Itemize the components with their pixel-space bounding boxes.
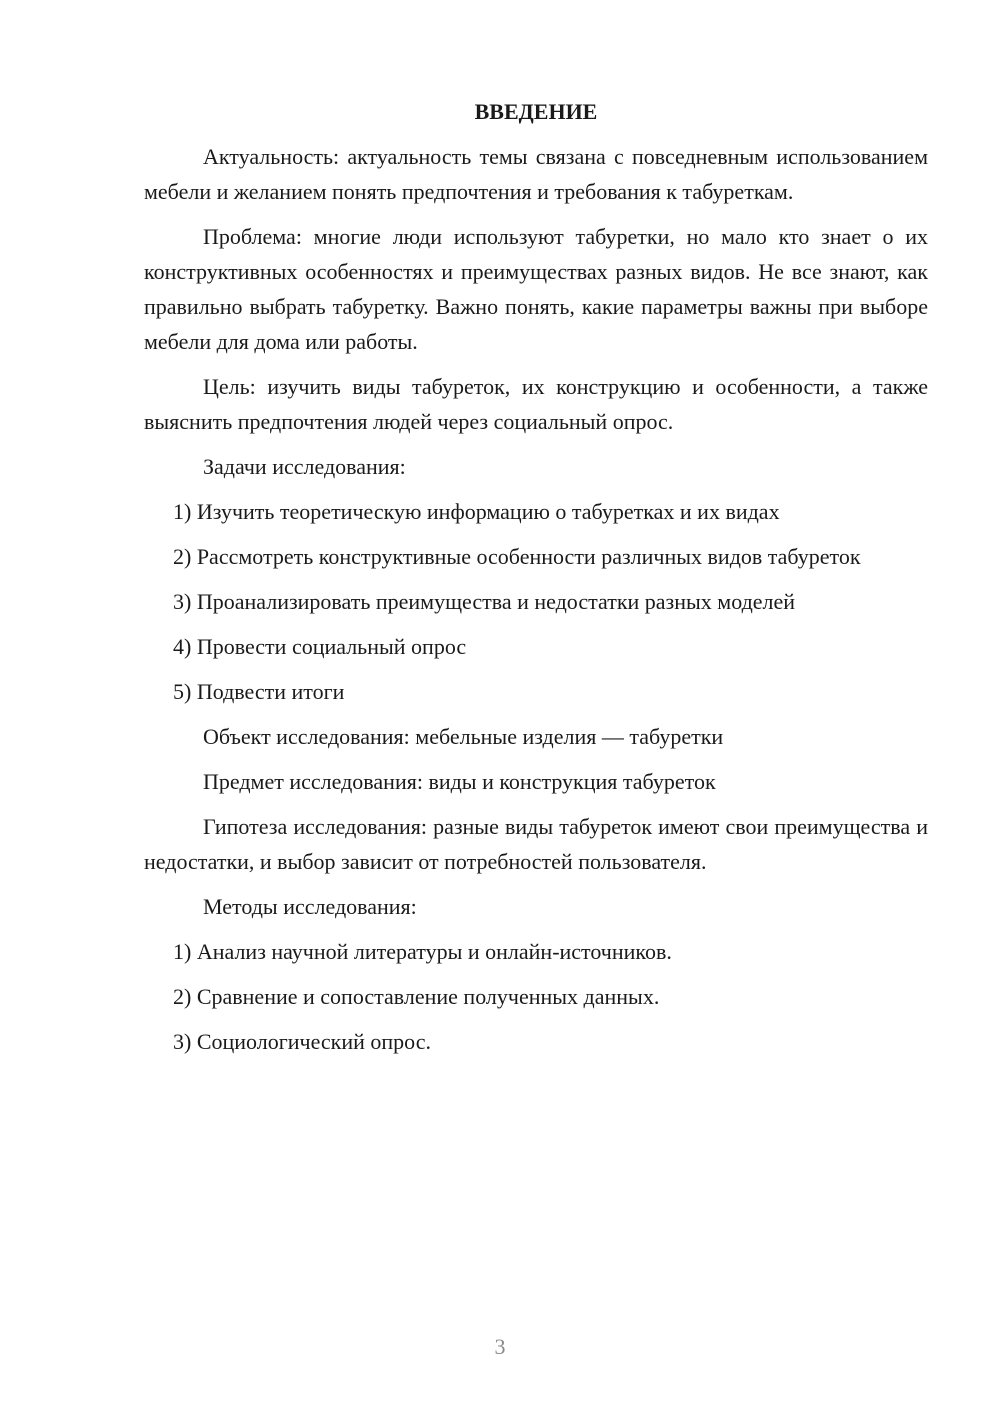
relevance-paragraph: Актуальность: актуальность темы связана с повседневным использованием мебели и желанием понять предпочтения и требования к табуреткам. (144, 144, 928, 204)
hypothesis-paragraph: Гипотеза исследования: разные виды табуреток имеют свои преимущества и недостатки, и выбор зависит от потребностей пользователя. (144, 814, 928, 874)
task-item: 4) Провести социальный опрос (173, 634, 467, 659)
method-item: 1) Анализ научной литературы и онлайн-источников. (173, 939, 672, 964)
page-number: 3 (494, 1334, 506, 1359)
subject-paragraph: Предмет исследования: виды и конструкция табуреток (203, 769, 716, 794)
task-item: 5) Подвести итоги (173, 679, 345, 704)
task-item: 3) Проанализировать преимущества и недостатки разных моделей (173, 589, 796, 614)
method-item: 2) Сравнение и сопоставление полученных данных. (173, 984, 660, 1009)
task-item: 1) Изучить теоретическую информацию о табуретках и их видах (173, 499, 780, 524)
tasks-heading: Задачи исследования: (203, 454, 406, 479)
method-item: 3) Социологический опрос. (173, 1029, 431, 1054)
object-paragraph: Объект исследования: мебельные изделия — табуретки (203, 724, 724, 749)
methods-heading: Методы исследования: (203, 894, 417, 919)
task-item: 2) Рассмотреть конструктивные особенности различных видов табуреток (173, 544, 861, 569)
goal-paragraph: Цель: изучить виды табуреток, их конструкцию и особенности, а также выяснить предпочтения людей через социальный опрос. (144, 374, 928, 434)
page-content (144, 94, 928, 1069)
problem-paragraph: Проблема: многие люди используют табуретки, но мало кто знает о их конструктивных особенностях и преимуществах разных видов. Не все знают, как правильно выбрать табуретку. Важно понять, какие параметры важны при выборе мебели для дома или работы. (144, 224, 928, 354)
section-title: ВВЕДЕНИЕ (474, 99, 598, 124)
